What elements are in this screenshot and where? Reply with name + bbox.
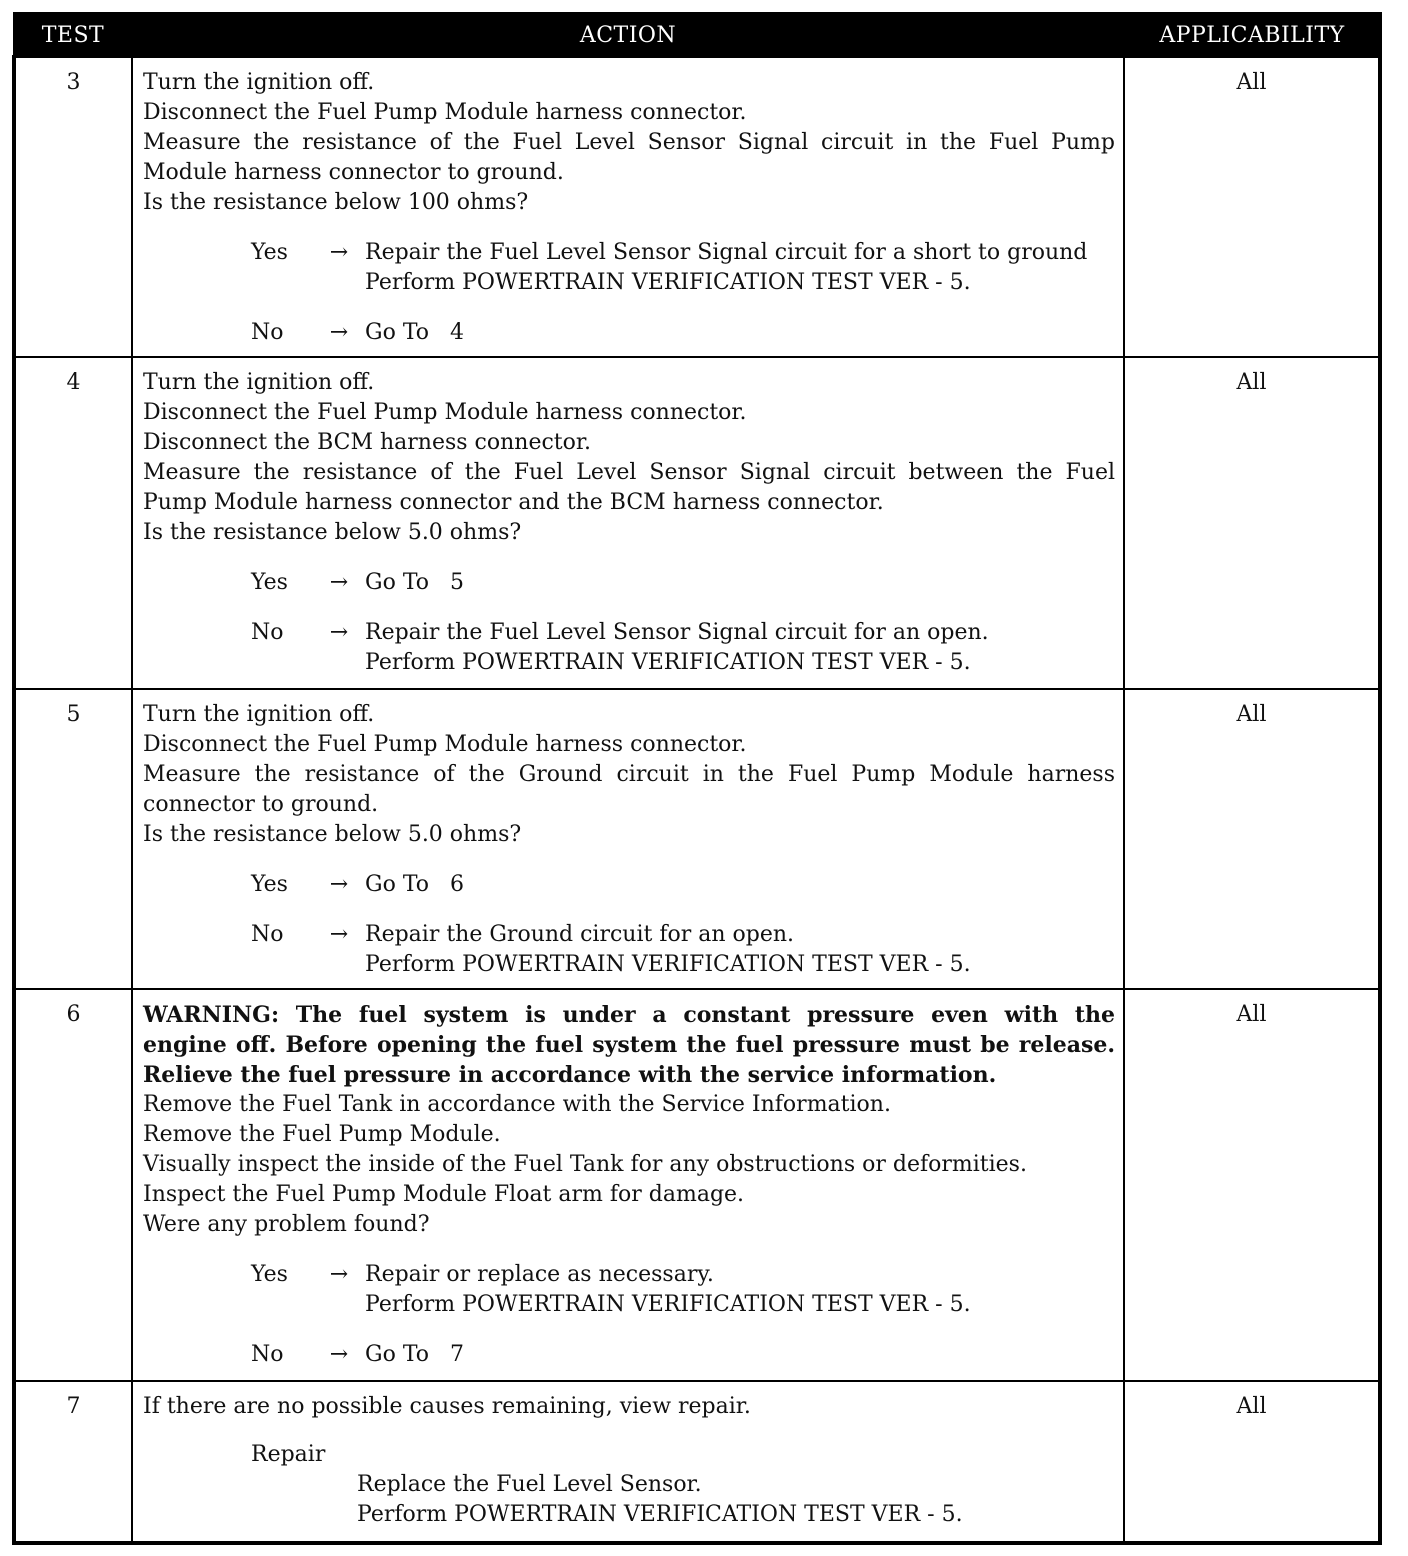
action-line: Turn the ignition off. [143,370,375,395]
action-line: If there are no possible causes remaining, view repair. [143,1394,751,1419]
applicability-value: All [1124,989,1380,1381]
yes-result [365,238,1115,298]
action-line: Disconnect the Fuel Pump Module harness connector. [143,732,747,757]
action-line: Remove the Fuel Tank in accordance with the Service Information. [143,1092,891,1117]
action-line: Pump Module harness connector and the BCM harness connector. [143,490,884,515]
action-line: Disconnect the Fuel Pump Module harness connector. [143,100,747,125]
arrow-icon: → [329,872,349,897]
result-line: Repair the Fuel Level Sensor Signal circuit for an open. [365,620,989,645]
action-line: Turn the ignition off. [143,702,375,727]
yes-label: Yes [251,570,288,595]
warning-line: Relieve the fuel pressure in accordance with the service information. [143,1062,997,1088]
result-line: Go To 7 [365,1342,464,1367]
result-line: Repair the Ground circuit for an open. [365,922,795,947]
diagnostic-table [12,12,1382,1545]
action-line: Were any problem found? [143,1212,430,1237]
arrow-icon: → [329,570,349,595]
no-response [143,920,1115,980]
yes-response [143,238,1115,298]
repair-label: Repair [251,1442,326,1467]
result-line: Perform POWERTRAIN VERIFICATION TEST VER - 5. [365,1292,971,1317]
action-cell [132,357,1124,689]
result-line: Perform POWERTRAIN VERIFICATION TEST VER - 5. [365,270,971,295]
test-number: 5 [14,689,132,989]
action-cell [132,57,1124,358]
action-cell [132,689,1124,989]
yes-result [365,870,1115,900]
arrow-icon: → [329,1342,349,1367]
action-cell [132,989,1124,1381]
arrow-icon: → [329,922,349,947]
no-label: No [251,320,284,345]
action-line: Measure the resistance of the Ground circuit in the Fuel Pump Module harness [143,762,1115,787]
header-test: TEST [14,14,132,57]
result-line: Perform POWERTRAIN VERIFICATION TEST VER - 5. [365,650,971,675]
yes-label: Yes [251,1262,288,1287]
action-line: Is the resistance below 5.0 ohms? [143,822,522,847]
repair-result-line: Perform POWERTRAIN VERIFICATION TEST VER - 5. [357,1502,963,1527]
test-row-6 [14,989,1380,1381]
warning-line: engine off. Before opening the fuel system the fuel pressure must be release. [143,1032,1115,1058]
no-label: No [251,1342,284,1367]
result-line: Go To 6 [365,872,464,897]
arrow-icon: → [329,620,349,645]
test-row-7 [14,1381,1380,1543]
no-response [143,318,1115,348]
no-result [365,920,1115,980]
action-line: Disconnect the BCM harness connector. [143,430,591,455]
result-line: Go To 4 [365,320,464,345]
no-response [143,618,1115,678]
action-line: Measure the resistance of the Fuel Level Sensor Signal circuit between the Fuel [143,460,1115,485]
no-result [365,618,1115,678]
yes-label: Yes [251,240,288,265]
applicability-value: All [1124,689,1380,989]
arrow-icon: → [329,1262,349,1287]
action-cell [132,1381,1124,1543]
action-line: Is the resistance below 100 ohms? [143,190,529,215]
no-result [365,1340,1115,1370]
applicability-value: All [1124,1381,1380,1543]
yes-response [143,1260,1115,1320]
test-number: 3 [14,57,132,358]
header-action: ACTION [132,14,1124,57]
action-line: Module harness connector to ground. [143,160,564,185]
yes-response [143,870,1115,900]
result-line: Go To 5 [365,570,464,595]
action-line: Disconnect the Fuel Pump Module harness connector. [143,400,747,425]
action-line: connector to ground. [143,792,379,817]
yes-result [365,1260,1115,1320]
action-line: Turn the ignition off. [143,70,375,95]
no-result [365,318,1115,348]
result-line: Perform POWERTRAIN VERIFICATION TEST VER - 5. [365,952,971,977]
result-line: Repair or replace as necessary. [365,1262,714,1287]
action-line: Visually inspect the inside of the Fuel Tank for any obstructions or deformities. [143,1152,1027,1177]
yes-result [365,568,1115,598]
yes-label: Yes [251,872,288,897]
test-row-5 [14,689,1380,989]
yes-response [143,568,1115,598]
test-number: 6 [14,989,132,1381]
no-response [143,1340,1115,1370]
test-row-4 [14,357,1380,689]
repair-result-line: Replace the Fuel Level Sensor. [357,1472,702,1497]
action-line: Remove the Fuel Pump Module. [143,1122,501,1147]
arrow-icon: → [329,320,349,345]
arrow-icon: → [329,240,349,265]
test-row-3 [14,57,1380,358]
no-label: No [251,922,284,947]
applicability-value: All [1124,357,1380,689]
no-label: No [251,620,284,645]
action-line: Measure the resistance of the Fuel Level Sensor Signal circuit in the Fuel Pump [143,130,1115,155]
test-number: 7 [14,1381,132,1543]
header-row [14,14,1380,57]
applicability-value: All [1124,57,1380,358]
warning-line: WARNING: The fuel system is under a constant pressure even with the [143,1002,1115,1028]
header-applicability: APPLICABILITY [1124,14,1380,57]
test-number: 4 [14,357,132,689]
result-line: Repair the Fuel Level Sensor Signal circuit for a short to ground [365,240,1088,265]
action-line: Is the resistance below 5.0 ohms? [143,520,522,545]
action-line: Inspect the Fuel Pump Module Float arm for damage. [143,1182,745,1207]
diagnostic-page [12,12,1380,1540]
